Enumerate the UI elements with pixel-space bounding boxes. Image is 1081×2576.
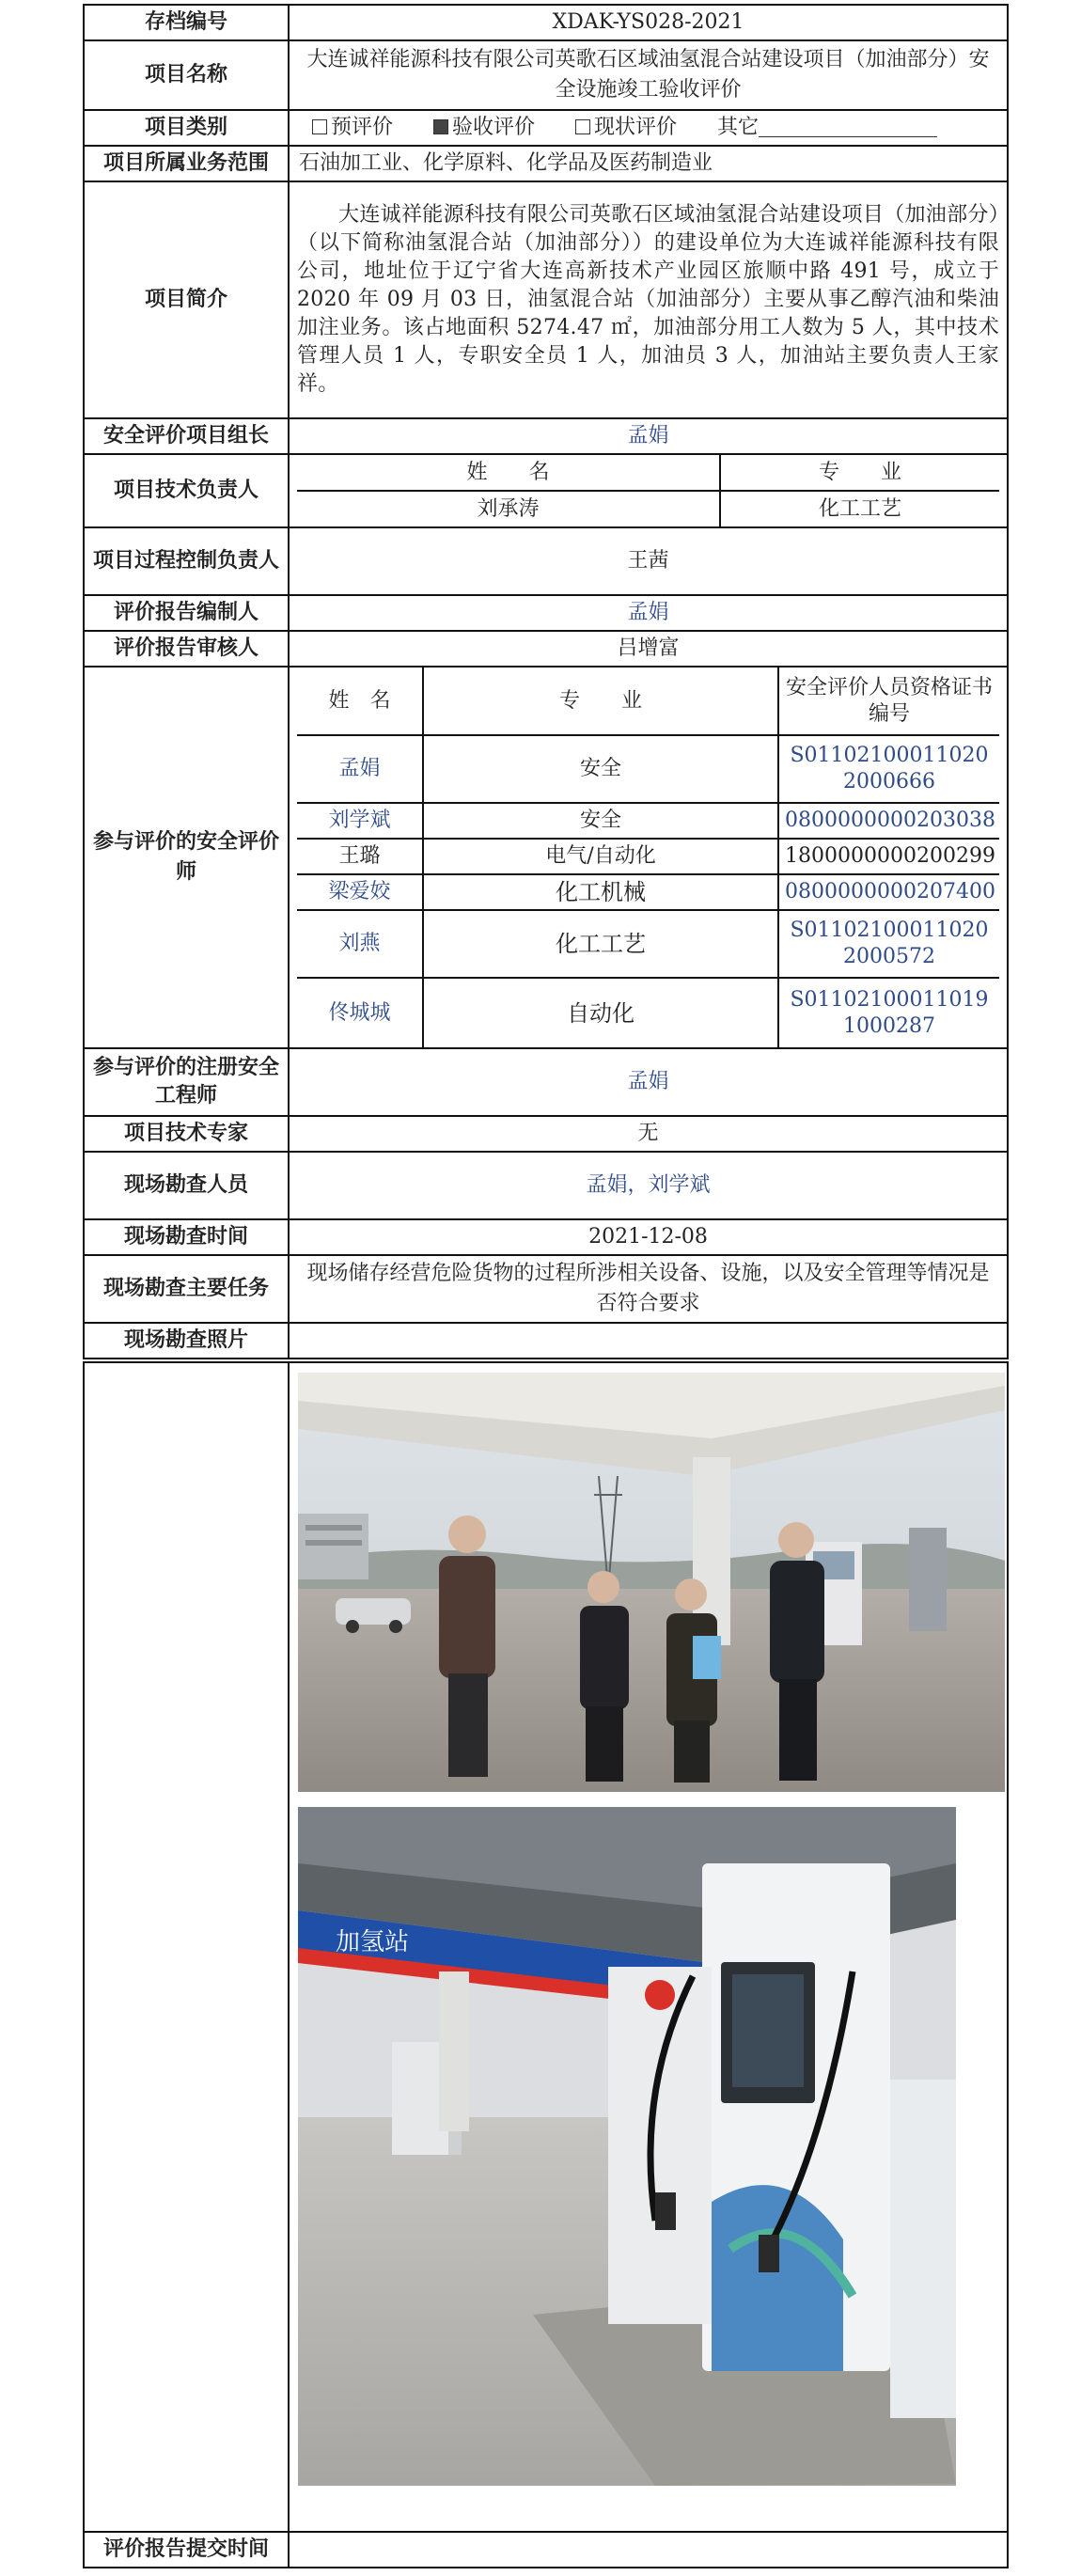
checkbox-checked-icon (433, 119, 448, 134)
option-acceptance-eval[interactable]: 验收评价 (433, 116, 535, 139)
option-pre-eval[interactable]: 预评价 (312, 116, 393, 139)
option-other: 其它 (717, 116, 937, 139)
intro-value: 大连诚祥能源科技有限公司英歌石区域油氢混合站建设项目（加油部分）（以下简称油氢混合站（加油部分））的建设单位为大连诚祥能源科技有限公司，地址位于辽宁省大连高新技术产业园区旅顺中路 491 号，成立于 2020 年 09 月 03 日，油氢混合站（加油部分）主要从事乙醇汽油和柴油加注业务。该占地面积 5274.47 ㎡，加油部分用工人数为 5 人，其中技术管理人员 1 人，专职安全员 1 人，加油员 3 人，加油站主要负责人王家祥。 (289, 181, 1008, 418)
team-leader-value: 孟娟 (289, 418, 1008, 454)
archive-no-label: 存档编号 (84, 5, 289, 40)
site-photo-group (298, 1373, 1005, 1792)
evaluator-name: 佟城城 (297, 978, 423, 1047)
project-type-label: 项目类别 (84, 110, 289, 146)
tech-expert-value: 无 (289, 1116, 1008, 1152)
submit-time-label: 评价报告提交时间 (84, 2532, 289, 2568)
evaluators-cell (289, 667, 1008, 1048)
evaluator-major: 化工工艺 (423, 910, 778, 978)
site-time-label: 现场勘查时间 (84, 1219, 289, 1255)
evaluator-major: 安全 (423, 803, 778, 839)
project-name-label: 项目名称 (84, 40, 289, 110)
evaluator-major: 安全 (423, 735, 778, 803)
tech-lead-subtable (297, 455, 999, 526)
group-photo-image (298, 1373, 1005, 1792)
hydrogen-station-sign: 加氢站 (336, 1928, 410, 1956)
evaluator-name: 刘学斌 (297, 803, 423, 839)
process-control-label: 项目过程控制负责人 (84, 527, 289, 595)
tech-lead-label: 项目技术负责人 (84, 454, 289, 527)
tech-expert-label: 项目技术专家 (84, 1116, 289, 1152)
photo-label-blank (84, 1362, 289, 2532)
evaluators-cert-header: 安全评价人员资格证书编号 (778, 668, 999, 735)
site-task-value: 现场储存经营危险货物的过程所涉相关设备、设施，以及安全管理等情况是否符合要求 (289, 1255, 1008, 1323)
evaluator-cert: S011021000110202000572 (778, 910, 999, 978)
evaluator-major: 电气/自动化 (423, 839, 778, 874)
team-leader-label: 安全评价项目组长 (84, 418, 289, 454)
evaluator-name: 孟娟 (297, 735, 423, 803)
site-photos-label: 现场勘查照片 (84, 1323, 289, 1359)
project-type-options (289, 110, 1008, 146)
evaluator-cert: 0800000000203038 (778, 803, 999, 839)
other-underline (759, 118, 937, 137)
site-photo-dispenser (298, 1807, 956, 2486)
tech-lead-major-header: 专 业 (720, 455, 999, 491)
site-photos-value (289, 1323, 1008, 1359)
evaluators-major-header: 专 业 (423, 668, 778, 735)
business-scope-label: 项目所属业务范围 (84, 146, 289, 181)
evaluators-label: 参与评价的安全评价师 (84, 667, 289, 1048)
evaluator-name: 王璐 (297, 839, 423, 874)
intro-label: 项目简介 (84, 181, 289, 418)
evaluator-cert: 0800000000207400 (778, 874, 999, 910)
evaluator-cert: 1800000000200299 (778, 839, 999, 874)
report-author-label: 评价报告编制人 (84, 595, 289, 631)
site-task-label: 现场勘查主要任务 (84, 1255, 289, 1323)
site-staff-value: 孟娟，刘学斌 (289, 1152, 1008, 1219)
evaluator-cert: S011021000110191000287 (778, 978, 999, 1047)
evaluator-major: 化工机械 (423, 874, 778, 910)
dispenser-photo-image (298, 1807, 956, 2486)
site-time-value: 2021-12-08 (289, 1219, 1008, 1255)
process-control-value: 王茜 (289, 527, 1008, 595)
evaluator-cert: S011021000110202000666 (778, 735, 999, 803)
checkbox-unchecked-icon (312, 119, 327, 134)
tech-lead-major: 化工工艺 (720, 491, 999, 526)
option-status-eval[interactable]: 现状评价 (575, 116, 677, 139)
evaluation-form-table (83, 4, 1009, 1359)
tech-lead-name: 刘承涛 (297, 491, 720, 526)
evaluators-name-header: 姓 名 (297, 668, 423, 735)
evaluator-name: 梁爱姣 (297, 874, 423, 910)
submit-time-value (289, 2532, 1008, 2568)
evaluator-name: 刘燕 (297, 910, 423, 978)
report-reviewer-value: 吕增富 (289, 631, 1008, 667)
site-staff-label: 现场勘查人员 (84, 1152, 289, 1219)
report-author-value: 孟娟 (289, 595, 1008, 631)
business-scope-value: 石油加工业、化学原料、化学品及医药制造业 (289, 146, 1008, 181)
reg-engineer-value: 孟娟 (289, 1048, 1008, 1116)
archive-no-value: XDAK-YS028-2021 (289, 5, 1008, 40)
evaluators-subtable (297, 668, 999, 1047)
tech-lead-name-header: 姓 名 (297, 455, 720, 491)
reg-engineer-label: 参与评价的注册安全工程师 (84, 1048, 289, 1116)
evaluator-major: 自动化 (423, 978, 778, 1047)
project-name-value: 大连诚祥能源科技有限公司英歌石区域油氢混合站建设项目（加油部分）安全设施竣工验收评价 (289, 40, 1008, 110)
tech-lead-cell (289, 454, 1008, 527)
checkbox-unchecked-icon (575, 119, 590, 134)
report-reviewer-label: 评价报告审核人 (84, 631, 289, 667)
